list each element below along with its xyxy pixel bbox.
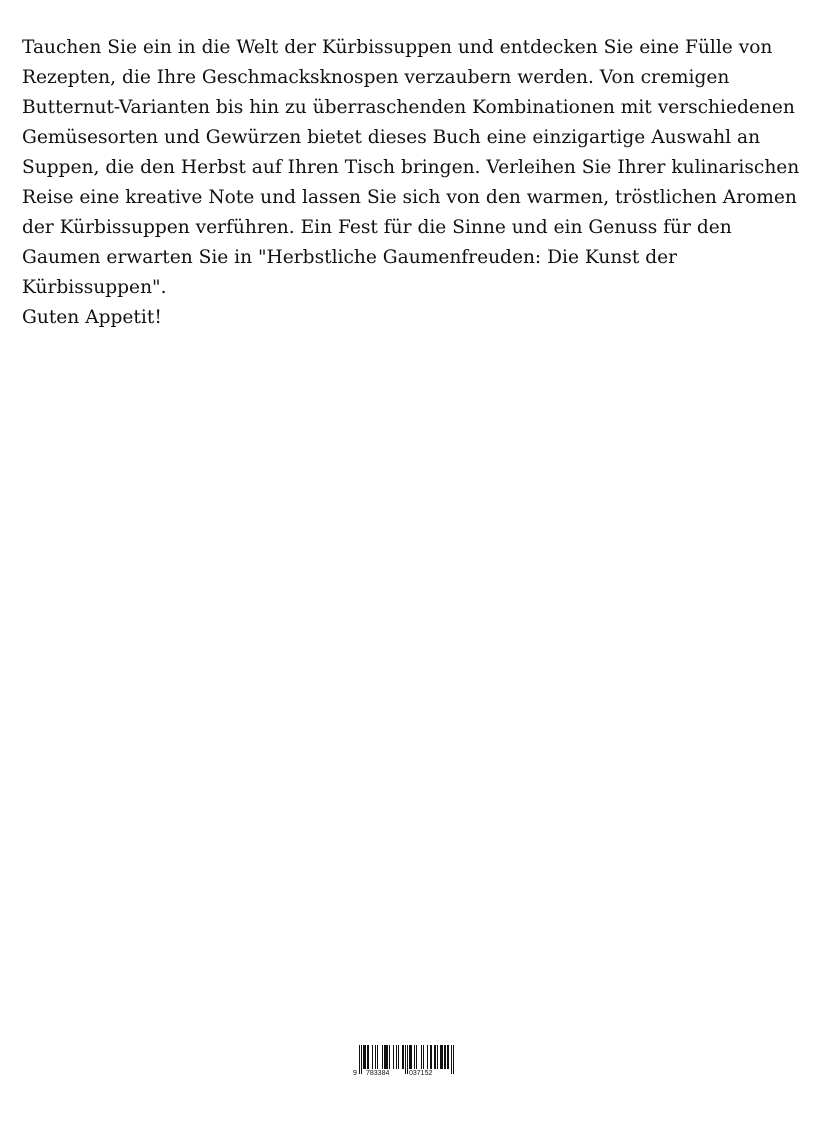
barcode-bar [423,1045,424,1069]
barcode-bar [368,1045,369,1069]
barcode-bar [453,1045,454,1074]
blurb-line: Butternut-Varianten bis hin zu überraschenden Kombinationen mit verschiedenen [22,97,795,118]
barcode-bar [442,1045,443,1069]
isbn-barcode [352,1045,456,1077]
barcode-bar [444,1045,445,1069]
barcode-bar [396,1045,397,1069]
barcode-bar [451,1045,452,1074]
blurb-line: Suppen, die den Herbst auf Ihren Tisch bringen. Verleihen Sie Ihrer kulinarischen [22,157,800,178]
blurb-line: Rezepten, die Ihre Geschmacksknospen verzaubern werden. Von cremigen [22,67,730,88]
barcode-bar [403,1045,404,1069]
barcode-bar [372,1045,373,1069]
barcode-bar [435,1045,436,1069]
barcode-bar [398,1045,399,1069]
barcode-bar [407,1045,408,1074]
barcode-bar [421,1045,422,1069]
barcode-bar [430,1045,431,1069]
barcode-bar [386,1045,387,1069]
barcode-right-digits: 037152 [409,1070,433,1077]
barcode-bar [382,1045,383,1069]
blurb-line: der Kürbissuppen verführen. Ein Fest für die Sinne und ein Genuss für den [22,217,732,238]
barcode-bar [364,1045,365,1069]
barcode-bar [405,1045,406,1074]
barcode-lead-digit: 9 [353,1070,357,1077]
barcode-bar [409,1045,410,1069]
barcode-bar [427,1045,428,1069]
barcode-bar [389,1045,390,1069]
barcode-bar [377,1045,378,1069]
barcode-bar [375,1045,376,1069]
barcode-bar [414,1045,415,1069]
barcode-bar [434,1045,435,1069]
blurb-line: Kürbissuppen". [22,277,167,298]
barcode-graphic [352,1045,456,1077]
barcode-left-digits: 783384 [366,1070,390,1077]
barcode-bar [410,1045,411,1069]
barcode-bar [393,1045,394,1069]
barcode-bar [359,1045,360,1074]
barcode-bar [387,1045,388,1069]
barcode-bar [363,1045,364,1069]
blurb-line: Reise eine kreative Note und lassen Sie sich von den warmen, tröstlichen Aromen [22,187,797,208]
barcode-bar [441,1045,442,1069]
barcode-bar [437,1045,438,1069]
barcode-bar [431,1045,432,1069]
barcode-bar [416,1045,417,1069]
barcode-bar [361,1045,362,1074]
barcode-bar [385,1045,386,1069]
barcode-bar [411,1045,412,1069]
barcode-bar [402,1045,403,1069]
blurb-line: Gemüsesorten und Gewürzen bietet dieses Buch eine einzigartige Auswahl an [22,127,761,148]
blurb-text [22,33,800,333]
blurb-line: Tauchen Sie ein in die Welt der Kürbissuppen und entdecken Sie eine Fülle von [22,37,773,58]
barcode-bar [367,1045,368,1069]
barcode-bar [447,1045,448,1069]
barcode-bar [448,1045,449,1069]
barcode-bar [440,1045,441,1069]
barcode-bar [445,1045,446,1069]
blurb-line: Gaumen erwarten Sie in "Herbstliche Gaumenfreuden: Die Kunst der [22,247,678,268]
barcode-bar [384,1045,385,1069]
blurb-closing: Guten Appetit! [22,307,162,328]
barcode-bar [365,1045,366,1069]
